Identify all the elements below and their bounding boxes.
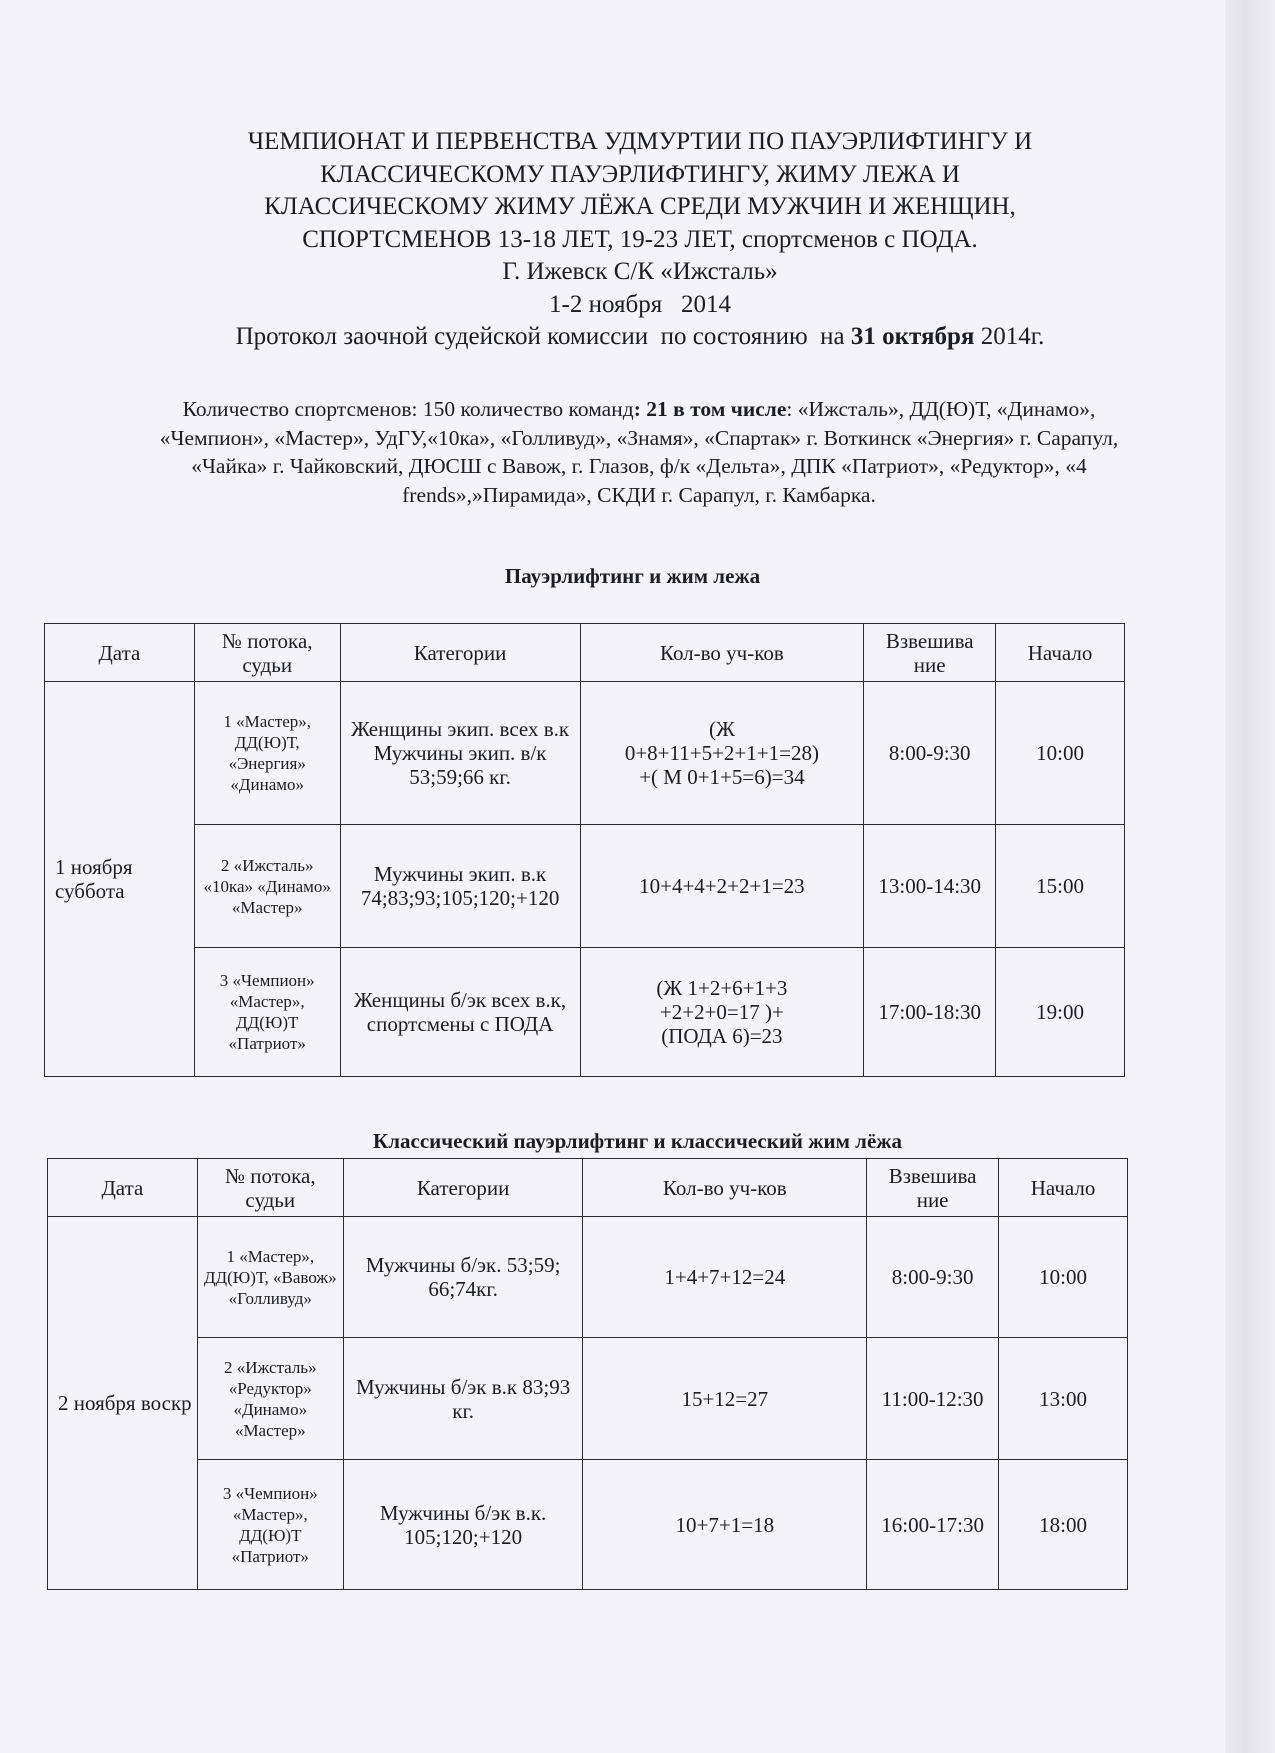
count-cell: 15+12=27 [583, 1338, 867, 1460]
col-count: Кол-во уч-ков [583, 1159, 867, 1217]
schedule-table-classic [47, 1158, 1128, 1590]
title-line-1: ЧЕМПИОНАТ И ПЕРВЕНСТВА УДМУРТИИ ПО ПАУЭРЛИФТИНГУ И [247, 128, 1033, 155]
count-cell: (Ж 0+8+11+5+2+1+1=28) +( М 0+1+5=6)=34 [580, 682, 864, 825]
col-count: Кол-во уч-ков [580, 624, 864, 682]
stream-cell: 3 «Чемпион» «Мастер», ДД(Ю)Т «Патриот» [197, 1460, 343, 1590]
weighin-cell: 11:00-12:30 [867, 1338, 999, 1460]
summary-rest: : «Ижсталь», ДД(Ю)Т, «Динамо», «Чемпион», «Мастер», УдГУ,«10ка», «Голливуд», «Знамя», «Спартак» г. Воткинск «Энергия» г. Сарапул, «Чайка» г. Чайковский, ДЮСШ с Вавож, г. Глазов, ф/к «Дельта», ДПК «Патриот», «Редуктор», «4 frends»,»Пирамида», СКДИ г. Сарапул, г. Камбарка. [159, 397, 1119, 507]
count-cell: (Ж 1+2+6+1+3 +2+2+0=17 )+ (ПОДА 6)=23 [580, 948, 864, 1077]
weighin-cell: 8:00-9:30 [864, 682, 996, 825]
weighin-cell: 13:00-14:30 [864, 825, 996, 948]
col-weighin: Взвешива ние [867, 1159, 999, 1217]
schedule-table-powerlifting [44, 623, 1125, 1077]
stream-cell: 1 «Мастер», ДД(Ю)Т, «Вавож» «Голливуд» [197, 1217, 343, 1338]
stream-cell: 1 «Мастер», ДД(Ю)Т, «Энергия» «Динамо» [194, 682, 340, 825]
category-cell: Женщины б/эк всех в.к, спортсмены с ПОДА [340, 948, 580, 1077]
protocol-suffix: 2014г. [974, 323, 1045, 350]
table-row [48, 1338, 1128, 1460]
section-heading-powerlifting: Пауэрлифтинг и жим лежа [504, 564, 761, 588]
table-row [45, 825, 1125, 948]
summary-prefix: Количество спортсменов: 150 количество команд [182, 397, 634, 421]
title-line-venue: Г. Ижевск С/К «Ижсталь» [502, 258, 778, 285]
start-cell: 15:00 [996, 825, 1125, 948]
table-row [48, 1460, 1128, 1590]
table-header-row [45, 624, 1125, 682]
weighin-cell: 8:00-9:30 [867, 1217, 999, 1338]
start-cell: 19:00 [996, 948, 1125, 1077]
document-title [120, 126, 1160, 354]
protocol-date: 31 октября [850, 323, 975, 350]
teams-summary [148, 395, 1130, 509]
category-cell: Мужчины б/эк в.к 83;93 кг. [343, 1338, 583, 1460]
start-cell: 18:00 [999, 1460, 1128, 1590]
protocol-line [120, 321, 1160, 354]
col-stream: № потока, судьи [194, 624, 340, 682]
title-line-2: КЛАССИЧЕСКОМУ ПАУЭРЛИФТИНГУ, ЖИМУ ЛЕЖА И [320, 160, 960, 188]
col-start: Начало [996, 624, 1125, 682]
title-line-3: КЛАССИЧЕСКОМУ ЖИМУ ЛЁЖА СРЕДИ МУЖЧИН И ЖЕНЩИН, [264, 193, 1016, 220]
protocol-prefix: Протокол заочной судейской комиссии по состоянию на [235, 323, 851, 350]
table-row [45, 682, 1125, 825]
start-cell: 10:00 [996, 682, 1125, 825]
stream-cell: 2 «Ижсталь» «Редуктор» «Динамо» «Мастер» [197, 1338, 343, 1460]
category-cell: Женщины экип. всех в.к Мужчины экип. в/к 53;59;66 кг. [340, 682, 580, 825]
count-cell: 10+4+4+2+2+1=23 [580, 825, 864, 948]
title-line-dates: 1-2 ноября 2014 [549, 290, 731, 318]
col-category: Категории [343, 1159, 583, 1217]
section-heading-classic: Классический пауэрлифтинг и классический жим лёжа [373, 1129, 902, 1153]
date-cell: 2 ноября воскр [48, 1217, 198, 1590]
col-start: Начало [999, 1159, 1128, 1217]
weighin-cell: 17:00-18:30 [864, 948, 996, 1077]
col-stream: № потока, судьи [197, 1159, 343, 1217]
weighin-cell: 16:00-17:30 [867, 1460, 999, 1590]
table-row [48, 1217, 1128, 1338]
category-cell: Мужчины б/эк в.к. 105;120;+120 [343, 1460, 583, 1590]
col-category: Категории [340, 624, 580, 682]
col-date: Дата [48, 1159, 198, 1217]
title-line-4: СПОРТСМЕНОВ 13-18 ЛЕТ, 19-23 ЛЕТ, спортсменов с ПОДА. [302, 225, 978, 253]
col-date: Дата [45, 624, 195, 682]
table-row [45, 948, 1125, 1077]
count-cell: 10+7+1=18 [583, 1460, 867, 1590]
category-cell: Мужчины б/эк. 53;59; 66;74кг. [343, 1217, 583, 1338]
stream-cell: 2 «Ижсталь» «10ка» «Динамо» «Мастер» [194, 825, 340, 948]
table-header-row [48, 1159, 1128, 1217]
start-cell: 10:00 [999, 1217, 1128, 1338]
date-cell: 1 ноября суббота [45, 682, 195, 1077]
stream-cell: 3 «Чемпион» «Мастер», ДД(Ю)Т «Патриот» [194, 948, 340, 1077]
col-weighin: Взвешива ние [864, 624, 996, 682]
start-cell: 13:00 [999, 1338, 1128, 1460]
summary-bold: : 21 в том числе [633, 397, 787, 421]
count-cell: 1+4+7+12=24 [583, 1217, 867, 1338]
category-cell: Мужчины экип. в.к 74;83;93;105;120;+120 [340, 825, 580, 948]
